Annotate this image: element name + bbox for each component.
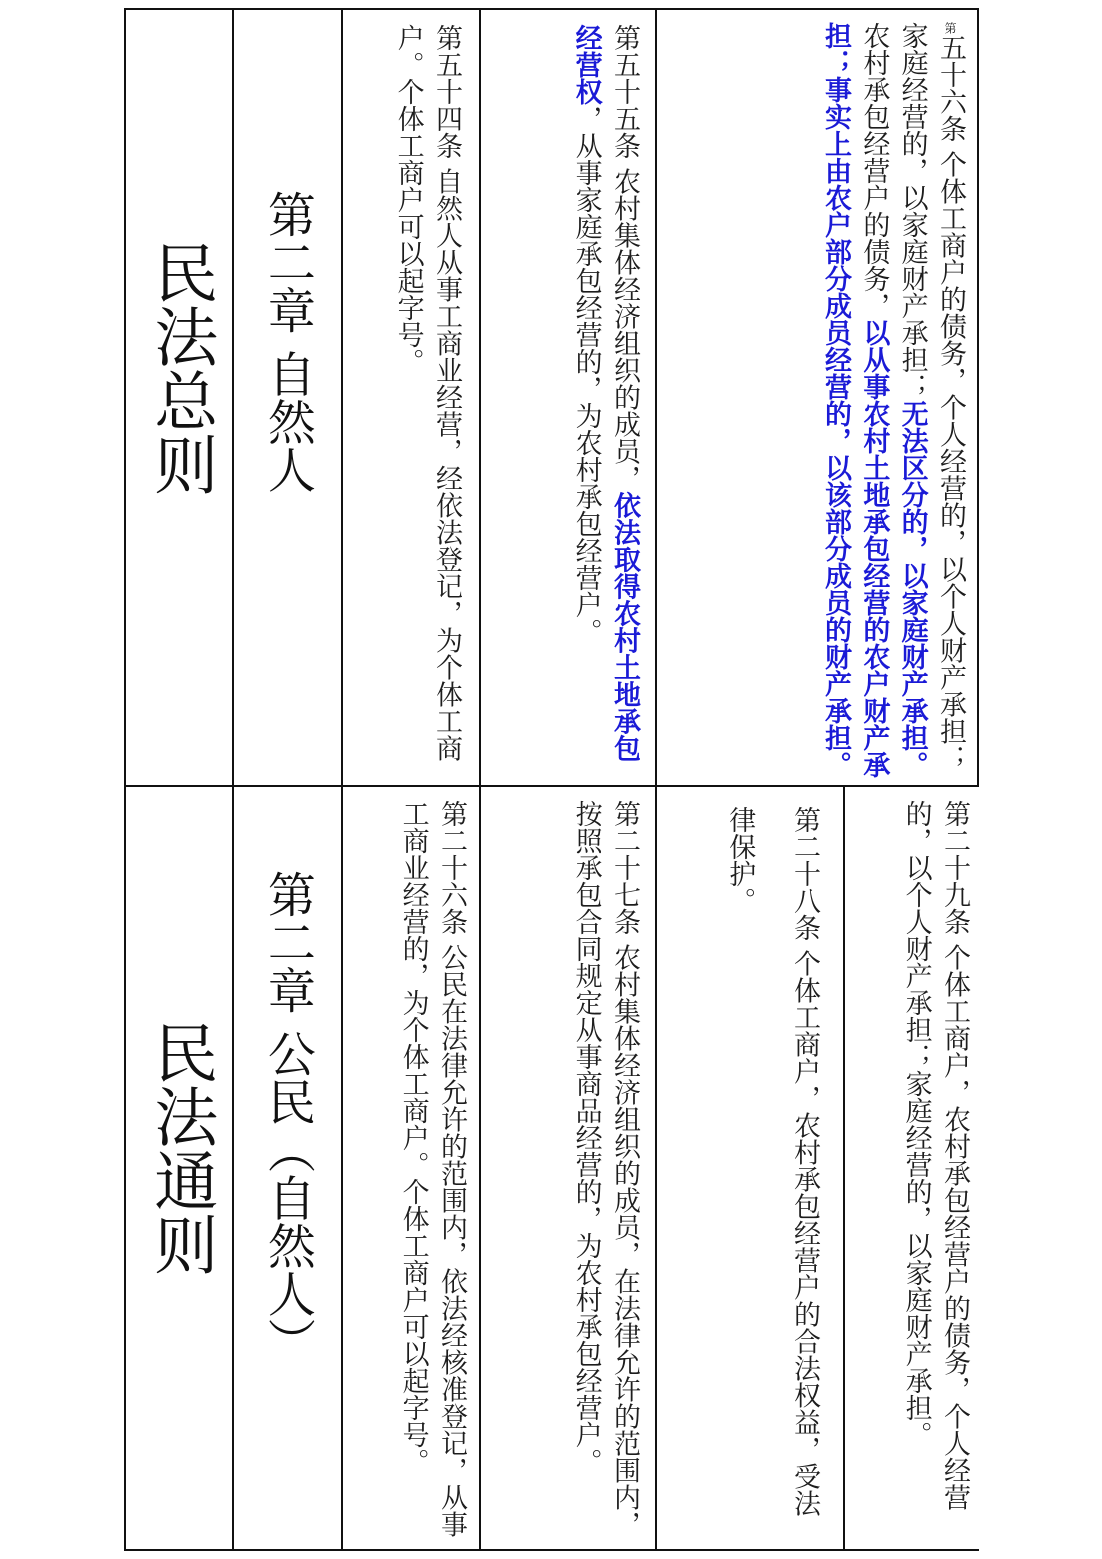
article-26-text: 第二十六条 公民在法律允许的范围内，依法经核准登记，从事工商业经营的，为个体工商户。个体工商户可以起字号。 [397,800,467,1538]
right-chapter: 第二章 公民（自然人） [259,870,316,1366]
table-border-left [124,8,126,1551]
article-56 [664,22,969,786]
table-border-top [124,8,979,10]
article-26 [355,800,470,1540]
article-28-text: 第二十八条 个体工商户，农村承包经营户的合法权益，受法律保护。 [724,806,820,1517]
article-56-mark: 第 [943,22,957,34]
article-27-text: 第二十七条 农村集体经济组织的成员，在法律允许的范围内，按照承包合同规定从事商品经营的，为农村承包经营户。 [570,800,640,1538]
column-divider-1 [232,8,234,1551]
article-56-text: 五十六条 个体工商户的债务，个人经营的，以个人财产承担；家庭经营的，以家庭财产承担； [896,22,966,772]
article-28 [666,806,836,1540]
article-29 [858,800,973,1540]
column-divider-3 [479,8,481,1551]
right-title: 民法通则 [143,1020,218,1276]
article-54-text: 第五十四条 自然人从事工商业经营，经依法登记，为个体工商户。个体工商户可以起字号。 [392,24,462,762]
article-27 [493,800,643,1540]
article-55-text-end: ，从事家庭承包经营的，为农村承包经营户。 [570,105,602,645]
table-border-right [977,8,979,786]
column-divider-4 [655,8,657,1551]
column-divider-5 [843,786,845,1551]
article-55-highlight: 依法取得农村土地承包经营权 [570,24,640,762]
table-border-bottom [124,1549,979,1551]
article-29-text: 第二十九条 个体工商户，农村承包经营户的债务，个人经营的，以个人财产承担；家庭经营的，以家庭财产承担。 [900,800,970,1511]
left-title: 民法总则 [143,240,218,496]
left-chapter: 第二章 自然人 [259,190,316,494]
article-55 [493,24,643,784]
article-54 [353,24,465,784]
article-56-text-2: 农村承包经营户的债务， [858,22,890,319]
article-56-highlight-1: 无法区分的，以家庭财产承担。 [896,400,928,778]
article-56-highlight-2: 以从事农村土地承包经营的农户财产承担；事实上由农户部分成员经营的，以该部分成员的财产承担。 [820,22,890,778]
column-divider-2 [341,8,343,1551]
article-55-text: 第五十五条 农村集体经济组织的成员， [609,24,640,492]
